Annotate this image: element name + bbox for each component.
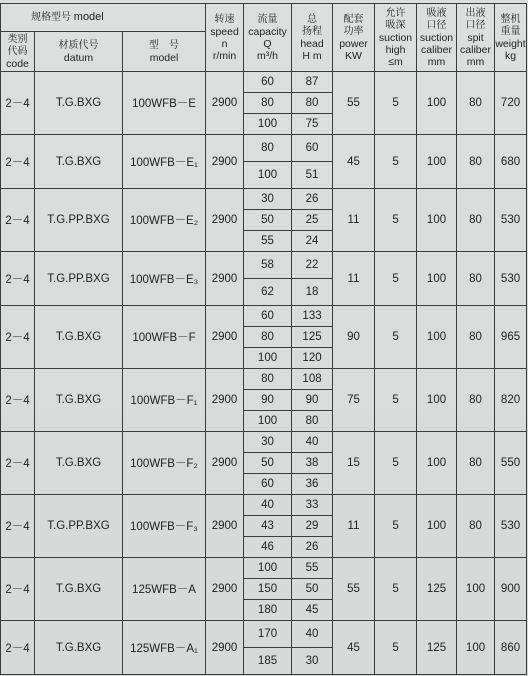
speed-cell: 2900 — [206, 135, 244, 189]
spec-model-header: 规格型号 model — [1, 4, 206, 32]
capacity-cell: 43 — [244, 516, 292, 537]
table-row — [1, 558, 527, 579]
capacity-cell: 62 — [244, 279, 292, 306]
material-datum-cell: T.G.BXG — [35, 135, 123, 189]
suction-high-cell: 5 — [375, 432, 417, 495]
material-datum-cell: T.G.BXG — [35, 558, 123, 621]
material-datum-cell: T.G.BXG — [35, 432, 123, 495]
suction-high-cell: 5 — [375, 135, 417, 189]
suction-high-cell: 5 — [375, 252, 417, 306]
capacity-cell: 100 — [244, 411, 292, 432]
suction-caliber-cell: 100 — [417, 495, 457, 558]
capacity-cell: 46 — [244, 537, 292, 558]
capacity-cell: 100 — [244, 114, 292, 135]
pump-spec-table — [0, 3, 527, 675]
capacity-cell: 100 — [244, 348, 292, 369]
suction-caliber-cell: 100 — [417, 306, 457, 369]
power-header: 配套 功率 power KW — [333, 4, 375, 72]
power-cell: 11 — [333, 189, 375, 252]
suction-caliber-cell: 125 — [417, 621, 457, 675]
model-cell: 100WFB－F₁ — [123, 369, 206, 432]
spit-caliber-cell: 80 — [457, 252, 495, 306]
head-cell: 80 — [292, 93, 333, 114]
head-cell: 75 — [292, 114, 333, 135]
capacity-cell: 30 — [244, 189, 292, 210]
material-datum-cell: T.G.PP.BXG — [35, 189, 123, 252]
capacity-cell: 100 — [244, 558, 292, 579]
head-cell: 80 — [292, 411, 333, 432]
weight-cell: 680 — [495, 135, 527, 189]
suction-caliber-cell: 100 — [417, 252, 457, 306]
category-code-cell: 2－4 — [1, 306, 35, 369]
model-cell: 100WFB－E₂ — [123, 189, 206, 252]
suction-caliber-cell: 100 — [417, 432, 457, 495]
capacity-cell: 55 — [244, 231, 292, 252]
category-code-cell: 2－4 — [1, 252, 35, 306]
head-cell: 60 — [292, 135, 333, 162]
speed-header: 转速 speed n r/min — [206, 4, 244, 72]
capacity-cell: 30 — [244, 432, 292, 453]
weight-cell: 965 — [495, 306, 527, 369]
material-datum-cell: T.G.PP.BXG — [35, 495, 123, 558]
head-cell: 40 — [292, 621, 333, 648]
spit-caliber-cell: 80 — [457, 432, 495, 495]
head-cell: 125 — [292, 327, 333, 348]
model-cell: 100WFB－F₂ — [123, 432, 206, 495]
power-cell: 55 — [333, 72, 375, 135]
table-row — [1, 621, 527, 648]
capacity-header: 流量 capacity Q m³/h — [244, 4, 292, 72]
power-cell: 15 — [333, 432, 375, 495]
speed-cell: 2900 — [206, 369, 244, 432]
spit-caliber-cell: 80 — [457, 369, 495, 432]
power-cell: 11 — [333, 252, 375, 306]
model-header: 型 号 model — [123, 32, 206, 72]
spit-caliber-header: 出液 口径 spit caliber mm — [457, 4, 495, 72]
power-cell: 11 — [333, 495, 375, 558]
table-row — [1, 432, 527, 453]
category-code-cell: 2－4 — [1, 135, 35, 189]
capacity-cell: 40 — [244, 495, 292, 516]
head-cell: 51 — [292, 162, 333, 189]
capacity-cell: 100 — [244, 162, 292, 189]
suction-caliber-cell: 100 — [417, 189, 457, 252]
head-cell: 33 — [292, 495, 333, 516]
capacity-cell: 58 — [244, 252, 292, 279]
speed-cell: 2900 — [206, 558, 244, 621]
capacity-cell: 80 — [244, 369, 292, 390]
head-cell: 50 — [292, 579, 333, 600]
spit-caliber-cell: 100 — [457, 621, 495, 675]
power-cell: 45 — [333, 135, 375, 189]
material-datum-cell: T.G.BXG — [35, 72, 123, 135]
weight-cell: 900 — [495, 558, 527, 621]
capacity-cell: 50 — [244, 210, 292, 231]
speed-cell: 2900 — [206, 252, 244, 306]
head-cell: 120 — [292, 348, 333, 369]
head-cell: 90 — [292, 390, 333, 411]
category-code-cell: 2－4 — [1, 369, 35, 432]
category-code-cell: 2－4 — [1, 558, 35, 621]
head-cell: 18 — [292, 279, 333, 306]
table-row — [1, 72, 527, 93]
head-cell: 24 — [292, 231, 333, 252]
capacity-cell: 80 — [244, 135, 292, 162]
suction-high-cell: 5 — [375, 369, 417, 432]
speed-cell: 2900 — [206, 189, 244, 252]
category-code-cell: 2－4 — [1, 72, 35, 135]
head-cell: 45 — [292, 600, 333, 621]
suction-high-cell: 5 — [375, 72, 417, 135]
head-cell: 38 — [292, 453, 333, 474]
suction-caliber-cell: 100 — [417, 72, 457, 135]
model-cell: 100WFB－E₃ — [123, 252, 206, 306]
model-cell: 125WFB－A — [123, 558, 206, 621]
speed-cell: 2900 — [206, 495, 244, 558]
speed-cell: 2900 — [206, 72, 244, 135]
suction-caliber-header: 吸液 口径 suction caliber mm — [417, 4, 457, 72]
table-row — [1, 135, 527, 162]
capacity-cell: 185 — [244, 648, 292, 675]
capacity-cell: 80 — [244, 327, 292, 348]
model-cell: 100WFB－E₁ — [123, 135, 206, 189]
capacity-cell: 50 — [244, 453, 292, 474]
table-header — [1, 4, 527, 72]
capacity-cell: 170 — [244, 621, 292, 648]
suction-caliber-cell: 100 — [417, 135, 457, 189]
spit-caliber-cell: 80 — [457, 495, 495, 558]
spit-caliber-cell: 100 — [457, 558, 495, 621]
suction-caliber-cell: 125 — [417, 558, 457, 621]
spit-caliber-cell: 80 — [457, 189, 495, 252]
weight-cell: 530 — [495, 252, 527, 306]
head-cell: 36 — [292, 474, 333, 495]
spit-caliber-cell: 80 — [457, 306, 495, 369]
head-cell: 133 — [292, 306, 333, 327]
weight-cell: 820 — [495, 369, 527, 432]
suction-high-header: 允许 吸深 suction high ≤m — [375, 4, 417, 72]
capacity-cell: 80 — [244, 93, 292, 114]
head-cell: 87 — [292, 72, 333, 93]
speed-cell: 2900 — [206, 621, 244, 675]
weight-cell: 530 — [495, 495, 527, 558]
capacity-cell: 150 — [244, 579, 292, 600]
category-header: 类别 代码 code — [1, 32, 35, 72]
weight-cell: 860 — [495, 621, 527, 675]
power-cell: 90 — [333, 306, 375, 369]
table-row — [1, 189, 527, 210]
power-cell: 55 — [333, 558, 375, 621]
category-code-cell: 2－4 — [1, 621, 35, 675]
head-cell: 108 — [292, 369, 333, 390]
material-datum-cell: T.G.BXG — [35, 369, 123, 432]
head-cell: 26 — [292, 537, 333, 558]
capacity-cell: 60 — [244, 72, 292, 93]
material-datum-cell: T.G.BXG — [35, 306, 123, 369]
weight-cell: 550 — [495, 432, 527, 495]
capacity-cell: 60 — [244, 474, 292, 495]
head-cell: 25 — [292, 210, 333, 231]
capacity-cell: 90 — [244, 390, 292, 411]
suction-high-cell: 5 — [375, 621, 417, 675]
capacity-cell: 60 — [244, 306, 292, 327]
model-cell: 125WFB－A₁ — [123, 621, 206, 675]
table-row — [1, 369, 527, 390]
head-cell: 40 — [292, 432, 333, 453]
spit-caliber-cell: 80 — [457, 135, 495, 189]
power-cell: 75 — [333, 369, 375, 432]
model-cell: 100WFB－E — [123, 72, 206, 135]
table-row — [1, 252, 527, 279]
speed-cell: 2900 — [206, 306, 244, 369]
head-cell: 22 — [292, 252, 333, 279]
speed-cell: 2900 — [206, 432, 244, 495]
head-cell: 29 — [292, 516, 333, 537]
weight-cell: 720 — [495, 72, 527, 135]
weight-cell: 530 — [495, 189, 527, 252]
suction-high-cell: 5 — [375, 558, 417, 621]
head-cell: 30 — [292, 648, 333, 675]
suction-high-cell: 5 — [375, 189, 417, 252]
suction-high-cell: 5 — [375, 495, 417, 558]
weight-header: 整机 重量 weight kg — [495, 4, 527, 72]
suction-high-cell: 5 — [375, 306, 417, 369]
table-row — [1, 495, 527, 516]
spit-caliber-cell: 80 — [457, 72, 495, 135]
category-code-cell: 2－4 — [1, 189, 35, 252]
head-cell: 55 — [292, 558, 333, 579]
head-cell: 26 — [292, 189, 333, 210]
model-cell: 100WFB－F₃ — [123, 495, 206, 558]
model-cell: 100WFB－F — [123, 306, 206, 369]
category-code-cell: 2－4 — [1, 432, 35, 495]
material-datum-cell: T.G.PP.BXG — [35, 252, 123, 306]
material-datum-cell: T.G.BXG — [35, 621, 123, 675]
table-row — [1, 306, 527, 327]
head-header: 总 扬程 head H m — [292, 4, 333, 72]
capacity-cell: 180 — [244, 600, 292, 621]
table-body — [1, 72, 527, 675]
suction-caliber-cell: 100 — [417, 369, 457, 432]
power-cell: 45 — [333, 621, 375, 675]
material-header: 材质代号 datum — [35, 32, 123, 72]
category-code-cell: 2－4 — [1, 495, 35, 558]
